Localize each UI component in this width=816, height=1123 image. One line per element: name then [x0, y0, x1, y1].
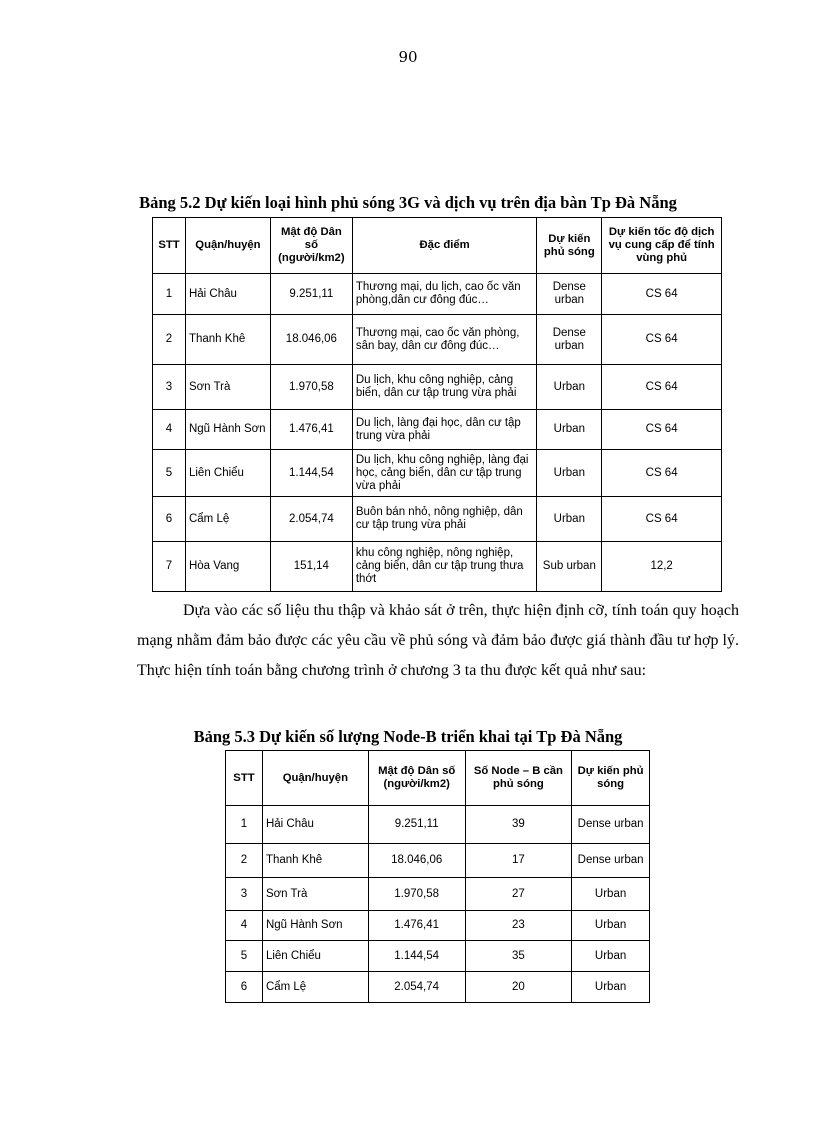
- header-district: Quận/huyện: [262, 751, 368, 806]
- cell-speed: CS 64: [602, 274, 722, 315]
- cell-node-b: 27: [465, 878, 572, 911]
- table-row: [153, 315, 722, 365]
- cell-coverage: Urban: [572, 972, 650, 1003]
- cell-speed: 12,2: [602, 542, 722, 592]
- cell-stt: 2: [226, 844, 263, 878]
- cell-speed: CS 64: [602, 450, 722, 497]
- cell-stt: 1: [226, 806, 263, 844]
- table-row: [226, 806, 650, 844]
- header-stt: STT: [153, 218, 186, 274]
- header-density: Mật độ Dân số (người/km2): [270, 218, 352, 274]
- table-row: [153, 410, 722, 450]
- table-row: [226, 844, 650, 878]
- cell-features: Buôn bán nhỏ, nông nghiệp, dân cư tập trung vừa phải: [352, 497, 537, 542]
- cell-district: Ngũ Hành Sơn: [262, 911, 368, 941]
- table-row: [153, 497, 722, 542]
- table-header-row: [153, 218, 722, 274]
- cell-node-b: 35: [465, 941, 572, 972]
- cell-node-b: 20: [465, 972, 572, 1003]
- cell-stt: 5: [153, 450, 186, 497]
- cell-speed: CS 64: [602, 410, 722, 450]
- cell-stt: 6: [226, 972, 263, 1003]
- cell-density: 18.046,06: [368, 844, 465, 878]
- cell-coverage: Dense urban: [572, 844, 650, 878]
- cell-district: Sơn Trà: [262, 878, 368, 911]
- cell-coverage: Dense urban: [537, 315, 602, 365]
- header-coverage: Dự kiến phủ sóng: [572, 751, 650, 806]
- page-number: 90: [398, 48, 418, 66]
- cell-density: 151,14: [270, 542, 352, 592]
- cell-coverage: Urban: [537, 410, 602, 450]
- table1-caption: Bảng 5.2 Dự kiến loại hình phủ sóng 3G và dịch vụ trên địa bàn Tp Đà Nẵng: [139, 193, 677, 212]
- table-row: [226, 941, 650, 972]
- cell-district: Ngũ Hành Sơn: [185, 410, 270, 450]
- header-features: Đặc điểm: [352, 218, 537, 274]
- cell-stt: 6: [153, 497, 186, 542]
- cell-stt: 4: [153, 410, 186, 450]
- cell-features: Thương mại, du lịch, cao ốc văn phòng,dân cư đông đúc…: [352, 274, 537, 315]
- cell-stt: 2: [153, 315, 186, 365]
- table-row: [153, 365, 722, 410]
- cell-coverage: Urban: [537, 497, 602, 542]
- cell-stt: 3: [226, 878, 263, 911]
- cell-stt: 7: [153, 542, 186, 592]
- cell-speed: CS 64: [602, 497, 722, 542]
- body-paragraph: [137, 596, 739, 686]
- cell-district: Hải Châu: [262, 806, 368, 844]
- cell-district: Hòa Vang: [185, 542, 270, 592]
- cell-coverage: Urban: [537, 365, 602, 410]
- cell-density: 9.251,11: [368, 806, 465, 844]
- cell-features: Thương mại, cao ốc văn phòng, sân bay, dân cư đông đúc…: [352, 315, 537, 365]
- cell-node-b: 17: [465, 844, 572, 878]
- cell-coverage: Dense urban: [572, 806, 650, 844]
- table-row: [226, 911, 650, 941]
- cell-features: khu công nghiệp, nông nghiệp, cảng biển, dân cư tập trung thưa thớt: [352, 542, 537, 592]
- cell-district: Thanh Khê: [185, 315, 270, 365]
- table-row: [226, 972, 650, 1003]
- cell-district: Thanh Khê: [262, 844, 368, 878]
- table-row: [226, 878, 650, 911]
- cell-district: Cẩm Lệ: [262, 972, 368, 1003]
- cell-density: 1.476,41: [270, 410, 352, 450]
- header-district: Quận/huyện: [185, 218, 270, 274]
- cell-district: Cẩm Lệ: [185, 497, 270, 542]
- cell-features: Du lịch, khu công nghiệp, cảng biển, dân cư tập trung vừa phải: [352, 365, 537, 410]
- table-row: [153, 274, 722, 315]
- header-density: Mật độ Dân số (người/km2): [368, 751, 465, 806]
- cell-stt: 4: [226, 911, 263, 941]
- cell-coverage: Urban: [572, 941, 650, 972]
- cell-district: Liên Chiểu: [262, 941, 368, 972]
- header-stt: STT: [226, 751, 263, 806]
- cell-features: Du lịch, khu công nghiệp, làng đại học, cảng biển, dân cư tập trung vừa phải: [352, 450, 537, 497]
- cell-node-b: 23: [465, 911, 572, 941]
- cell-coverage: Urban: [572, 878, 650, 911]
- paragraph-text: Dựa vào các số liệu thu thập và khảo sát ở trên, thực hiện định cỡ, tính toán quy hoạch mạng nhằm đảm bảo được các yêu cầu về phủ sóng và đảm bảo được giá thành đầu tư hợp lý. Thực hiện tính toán bằng chương trình ở chương 3 ta thu được kết quả như sau:: [137, 602, 739, 679]
- cell-density: 1.970,58: [270, 365, 352, 410]
- cell-density: 1.144,54: [270, 450, 352, 497]
- table-row: [153, 450, 722, 497]
- table-coverage-services: [152, 217, 722, 592]
- cell-stt: 5: [226, 941, 263, 972]
- cell-features: Du lịch, làng đại học, dân cư tập trung vừa phải: [352, 410, 537, 450]
- cell-coverage: Dense urban: [537, 274, 602, 315]
- table2-caption: Bảng 5.3 Dự kiến số lượng Node-B triển khai tại Tp Đà Nẵng: [193, 727, 623, 746]
- cell-coverage: Urban: [572, 911, 650, 941]
- table-row: [153, 542, 722, 592]
- header-coverage: Dự kiến phủ sóng: [537, 218, 602, 274]
- cell-stt: 3: [153, 365, 186, 410]
- table-header-row: [226, 751, 650, 806]
- cell-district: Hải Châu: [185, 274, 270, 315]
- cell-speed: CS 64: [602, 365, 722, 410]
- cell-speed: CS 64: [602, 315, 722, 365]
- cell-stt: 1: [153, 274, 186, 315]
- header-speed: Dự kiến tốc độ dịch vụ cung cấp để tính vùng phủ: [602, 218, 722, 274]
- cell-coverage: Sub urban: [537, 542, 602, 592]
- cell-district: Liên Chiểu: [185, 450, 270, 497]
- cell-coverage: Urban: [537, 450, 602, 497]
- cell-density: 2.054,74: [270, 497, 352, 542]
- header-node-b: Số Node – B cần phủ sóng: [465, 751, 572, 806]
- table-node-b-count: [225, 750, 650, 1003]
- cell-density: 1.970,58: [368, 878, 465, 911]
- cell-density: 1.144,54: [368, 941, 465, 972]
- cell-density: 9.251,11: [270, 274, 352, 315]
- cell-density: 2.054,74: [368, 972, 465, 1003]
- cell-density: 18.046,06: [270, 315, 352, 365]
- cell-district: Sơn Trà: [185, 365, 270, 410]
- cell-node-b: 39: [465, 806, 572, 844]
- cell-density: 1.476,41: [368, 911, 465, 941]
